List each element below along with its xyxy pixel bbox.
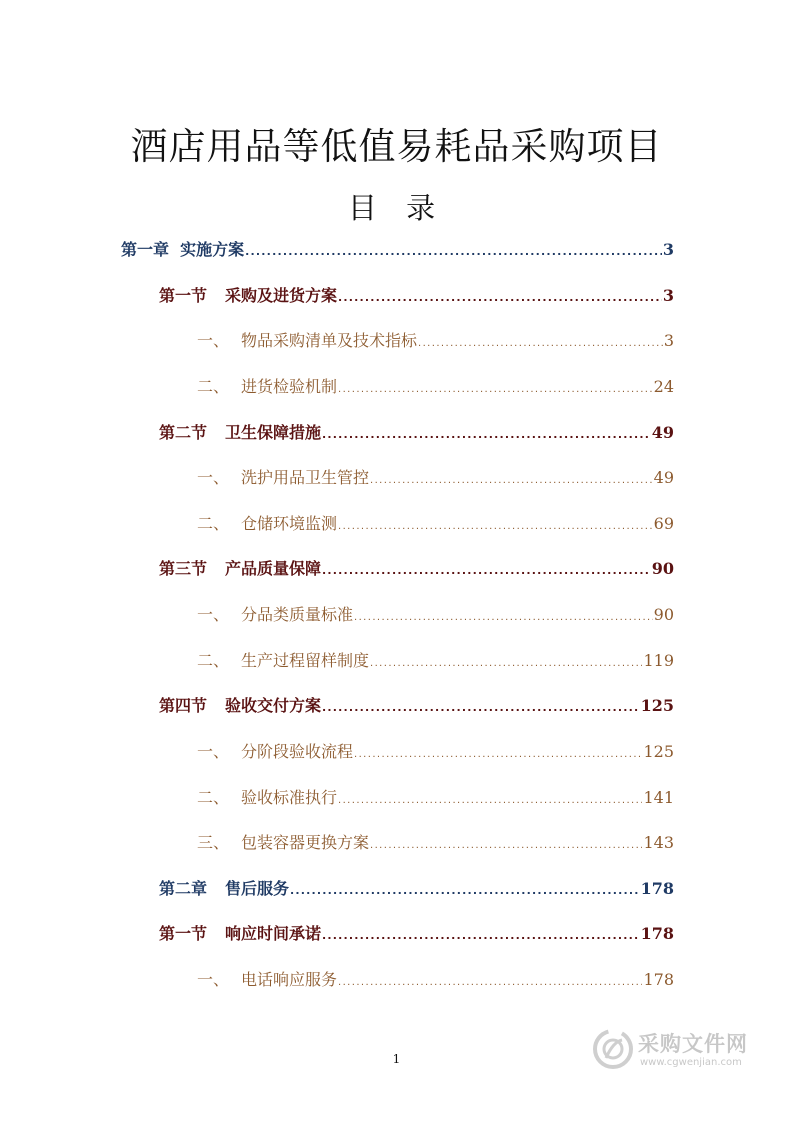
toc-entry-item[interactable] (197, 465, 674, 491)
dot-leader (354, 612, 653, 623)
toc-entry-number: 第四节 (159, 696, 208, 715)
toc-entry-page: 143 (643, 833, 674, 852)
toc-entry-item[interactable] (197, 967, 674, 993)
toc-entry-section[interactable] (159, 921, 674, 947)
page-number: 1 (392, 1052, 401, 1066)
toc-entry-number: 二、 (197, 651, 230, 670)
toc-entry-label: 采购及进货方案 (225, 286, 338, 305)
toc-entry-page: 3 (662, 240, 674, 259)
toc-entry-item[interactable] (197, 328, 674, 354)
dot-leader (370, 475, 653, 486)
dot-leader (370, 658, 642, 669)
dot-leader (322, 929, 640, 942)
toc-entry-label: 物品采购清单及技术指标 (241, 331, 418, 350)
toc-entry-label: 产品质量保障 (225, 559, 322, 578)
toc-entry-chapter[interactable] (159, 876, 674, 902)
toc-entry-page: 49 (651, 423, 674, 442)
watermark-url: www.cgwenjian.com (640, 1057, 742, 1068)
toc-entry-page: 49 (653, 468, 674, 487)
toc-entry-page: 90 (651, 559, 674, 578)
watermark (588, 1024, 760, 1076)
toc-entry-number: 一、 (197, 605, 230, 624)
document-title: 酒店用品等低值易耗品采购项目 (130, 125, 663, 168)
toc-entry-label: 仓储环境监测 (241, 514, 338, 533)
dot-leader (418, 338, 663, 349)
toc-entry-label: 进货检验机制 (241, 377, 338, 396)
toc-entry-item[interactable] (197, 648, 674, 674)
toc-entry-number: 二、 (197, 788, 230, 807)
toc-heading: 目 录 (347, 191, 446, 225)
toc-entry-number: 第一章 (121, 240, 170, 259)
toc-entry-item[interactable] (197, 830, 674, 856)
dot-leader (338, 384, 653, 395)
toc-entry-page: 3 (663, 331, 674, 350)
toc-entry-item[interactable] (197, 602, 674, 628)
dot-leader (370, 840, 642, 851)
toc-entry-page: 3 (662, 286, 674, 305)
toc-entry-page: 125 (640, 696, 674, 715)
toc-entry-section[interactable] (159, 693, 674, 719)
toc-entry-label: 洗护用品卫生管控 (241, 468, 370, 487)
toc-entry-label: 分阶段验收流程 (241, 742, 354, 761)
dot-leader (338, 977, 642, 988)
toc-entry-number: 第二章 (159, 879, 208, 898)
toc-entry-number: 第二节 (159, 423, 208, 442)
dot-leader (245, 245, 662, 258)
watermark-logo-icon (592, 1028, 634, 1070)
toc-entry-number: 一、 (197, 742, 230, 761)
dot-leader (290, 884, 640, 897)
toc-entry-section[interactable] (159, 420, 674, 446)
toc-entry-page: 178 (640, 924, 674, 943)
toc-entry-label: 电话响应服务 (241, 970, 338, 989)
dot-leader (338, 795, 642, 806)
toc-entry-page: 178 (640, 879, 674, 898)
toc-entry-number: 二、 (197, 514, 230, 533)
watermark-name: 采购文件网 (638, 1032, 748, 1056)
dot-leader (354, 749, 642, 760)
toc-entry-page: 141 (643, 788, 674, 807)
toc-entry-number: 第一节 (159, 924, 208, 943)
toc-entry-number: 二、 (197, 377, 230, 396)
toc-entry-page: 178 (643, 970, 674, 989)
dot-leader (322, 701, 640, 714)
dot-leader (338, 521, 653, 532)
toc-entry-chapter[interactable] (121, 237, 674, 263)
toc-entry-number: 一、 (197, 331, 230, 350)
dot-leader (322, 428, 651, 441)
toc-entry-label: 包装容器更换方案 (241, 833, 370, 852)
toc-entry-item[interactable] (197, 785, 674, 811)
toc-entry-item[interactable] (197, 374, 674, 400)
toc-entry-page: 24 (653, 377, 674, 396)
toc-entry-label: 分品类质量标准 (241, 605, 354, 624)
toc-entry-number: 第三节 (159, 559, 208, 578)
toc-entry-number: 一、 (197, 468, 230, 487)
toc-entry-section[interactable] (159, 556, 674, 582)
toc-entry-page: 90 (653, 605, 674, 624)
dot-leader (322, 564, 651, 577)
toc-entry-section[interactable] (159, 283, 674, 309)
toc-entry-label: 卫生保障措施 (225, 423, 322, 442)
toc-entry-number: 一、 (197, 970, 230, 989)
dot-leader (338, 291, 662, 304)
toc-entry-number: 三、 (197, 833, 230, 852)
toc-entry-page: 125 (643, 742, 674, 761)
toc-entry-item[interactable] (197, 511, 674, 537)
toc-entry-page: 119 (643, 651, 674, 670)
toc-entry-page: 69 (653, 514, 674, 533)
toc-entry-label: 验收交付方案 (225, 696, 322, 715)
toc-entry-label: 响应时间承诺 (225, 924, 322, 943)
toc-entry-number: 第一节 (159, 286, 208, 305)
toc-entry-label: 实施方案 (180, 240, 245, 259)
toc-entry-label: 售后服务 (225, 879, 290, 898)
toc-entry-item[interactable] (197, 739, 674, 765)
toc-entry-label: 验收标准执行 (241, 788, 338, 807)
toc-entry-label: 生产过程留样制度 (241, 651, 370, 670)
